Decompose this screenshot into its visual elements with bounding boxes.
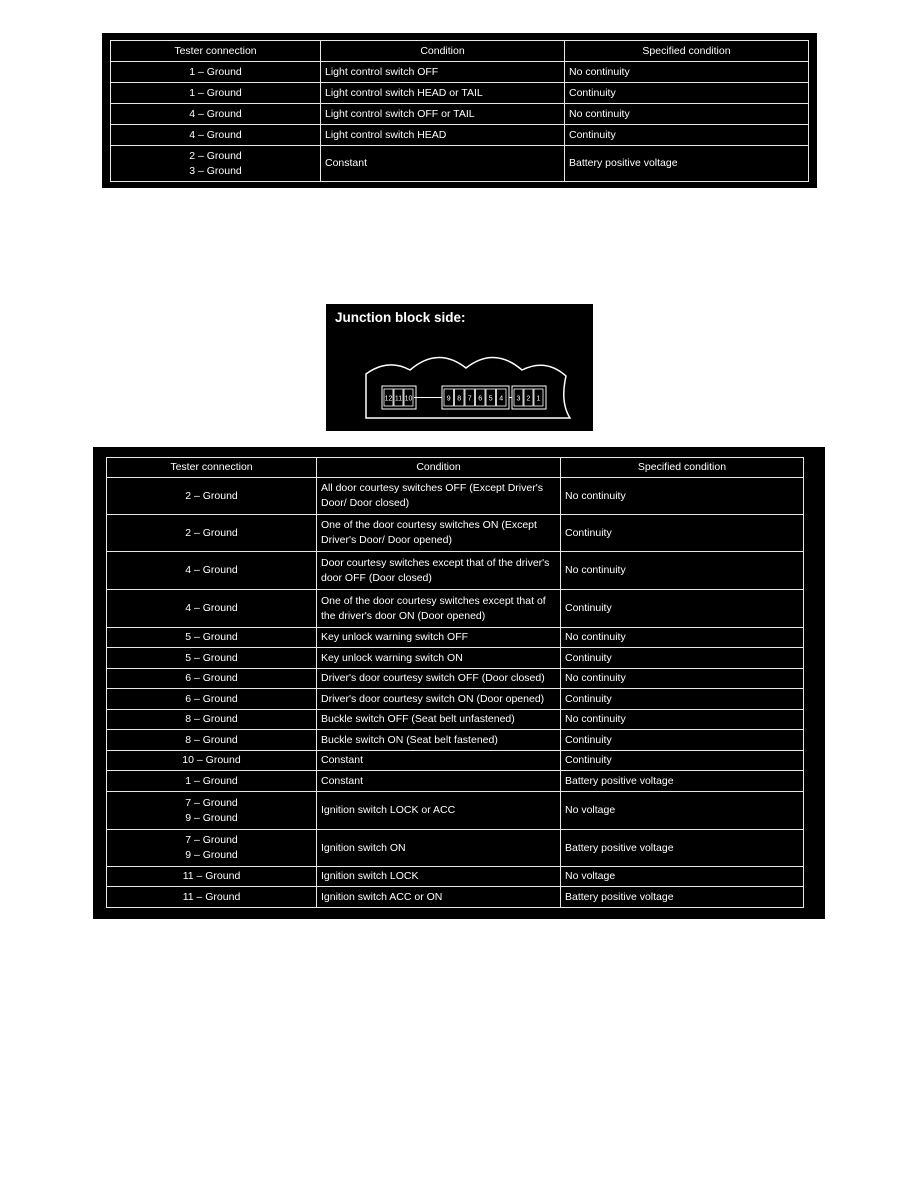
- condition-cell: Light control switch HEAD: [321, 125, 565, 146]
- connector-pin-label: 6: [478, 395, 483, 403]
- junction-block-connector-diagram: [326, 304, 593, 431]
- condition-cell: Key unlock warning switch ON: [317, 648, 561, 669]
- specified-condition-cell: Continuity: [561, 515, 804, 552]
- tester-connection-cell: [111, 83, 321, 104]
- connector-pin-label: 11: [394, 395, 403, 403]
- connector-pin-label: 8: [457, 395, 462, 403]
- specified-condition-cell: Battery positive voltage: [561, 771, 804, 792]
- tester-connection-text: 7 – Ground: [185, 796, 238, 809]
- tester-connection-text: 6 – Ground: [185, 672, 238, 684]
- condition-cell: Constant: [317, 751, 561, 771]
- table-row: [111, 125, 809, 146]
- tester-connection-text: 4 – Ground: [189, 107, 242, 120]
- condition-cell: Buckle switch ON (Seat belt fastened): [317, 730, 561, 751]
- tester-connection-text: 9 – Ground: [185, 849, 238, 861]
- connector-pin-label: 5: [488, 395, 493, 403]
- tester-connection-cell: [107, 751, 317, 771]
- specified-condition-cell: Battery positive voltage: [565, 146, 809, 182]
- condition-cell: Driver's door courtesy switch OFF (Door closed): [317, 669, 561, 689]
- tester-connection-cell: [107, 867, 317, 887]
- specified-condition-cell: No continuity: [561, 628, 804, 648]
- condition-cell: Ignition switch LOCK or ACC: [317, 792, 561, 830]
- specified-condition-cell: Continuity: [565, 83, 809, 104]
- condition-cell: Light control switch HEAD or TAIL: [321, 83, 565, 104]
- tester-connection-text: 11 – Ground: [182, 870, 241, 882]
- tester-connection-text: 10 – Ground: [182, 754, 241, 766]
- table-row: [107, 710, 804, 730]
- specified-condition-cell: Continuity: [561, 730, 804, 751]
- table-header-row: [107, 458, 804, 478]
- table-header-row: [111, 41, 809, 62]
- specified-condition-cell: Battery positive voltage: [561, 887, 804, 908]
- table-row: [111, 83, 809, 104]
- junction-block-title: Junction block side:: [335, 310, 466, 325]
- specified-condition-cell: No voltage: [561, 792, 804, 830]
- connector-pin-label: 10: [404, 395, 413, 403]
- tester-connection-cell: [107, 792, 317, 830]
- condition-cell: One of the door courtesy switches ON (Except Driver's Door/ Door opened): [317, 515, 561, 552]
- specified-condition-cell: No continuity: [561, 552, 804, 590]
- tester-connection-text: 2 – Ground: [189, 149, 242, 162]
- tester-connection-text: 3 – Ground: [189, 164, 242, 177]
- tester-connection-cell: [111, 62, 321, 83]
- table-row: [107, 830, 804, 867]
- tester-connection-text: 8 – Ground: [185, 713, 238, 725]
- connector-pin-label: 7: [467, 395, 472, 403]
- tester-connection-text: 1 – Ground: [189, 65, 242, 78]
- specified-condition-cell: No voltage: [561, 867, 804, 887]
- condition-cell: Buckle switch OFF (Seat belt unfastened): [317, 710, 561, 730]
- table-row: [111, 62, 809, 83]
- light-switch-inspection-table: [110, 40, 809, 182]
- tester-connection-text: 1 – Ground: [185, 774, 238, 787]
- table-row: [107, 887, 804, 908]
- connector-pins: [382, 386, 546, 409]
- tester-connection-cell: [111, 104, 321, 125]
- table-row: [107, 628, 804, 648]
- condition-cell: One of the door courtesy switches except that of the driver's door ON (Door opened): [317, 590, 561, 628]
- tester-connection-text: 2 – Ground: [185, 526, 238, 539]
- tester-connection-text: 4 – Ground: [185, 602, 238, 614]
- tester-connection-cell: [107, 648, 317, 669]
- tester-connection-cell: [107, 689, 317, 710]
- connector-pin-label: 12: [384, 395, 393, 403]
- tester-connection-cell: [111, 125, 321, 146]
- table-row: [107, 689, 804, 710]
- tester-connection-text: 1 – Ground: [189, 86, 242, 99]
- condition-cell: Constant: [317, 771, 561, 792]
- tester-connection-cell: [111, 146, 321, 182]
- tester-connection-text: 11 – Ground: [182, 890, 241, 903]
- table-row: [107, 590, 804, 628]
- header-tester-connection: Tester connection: [111, 41, 321, 62]
- specified-condition-cell: No continuity: [561, 669, 804, 689]
- condition-cell: Ignition switch ACC or ON: [317, 887, 561, 908]
- tester-connection-cell: [107, 771, 317, 792]
- condition-cell: All door courtesy switches OFF (Except Driver's Door/ Door closed): [317, 478, 561, 515]
- tester-connection-cell: [107, 628, 317, 648]
- tester-connection-text: 9 – Ground: [185, 811, 238, 824]
- condition-cell: Constant: [321, 146, 565, 182]
- table1-panel: [102, 33, 817, 188]
- tester-connection-text: 7 – Ground: [185, 834, 238, 846]
- connector-pin-label: 3: [516, 395, 521, 403]
- tester-connection-cell: [107, 830, 317, 867]
- tester-connection-text: 5 – Ground: [185, 631, 238, 643]
- table-row: [107, 648, 804, 669]
- condition-cell: Ignition switch LOCK: [317, 867, 561, 887]
- connector-pin-label: 4: [499, 395, 504, 403]
- condition-cell: Ignition switch ON: [317, 830, 561, 867]
- connector-pin-label: 1: [536, 395, 541, 403]
- tester-connection-cell: [107, 730, 317, 751]
- specified-condition-cell: Continuity: [565, 125, 809, 146]
- condition-cell: Light control switch OFF or TAIL: [321, 104, 565, 125]
- table-row: [111, 104, 809, 125]
- specified-condition-cell: Continuity: [561, 648, 804, 669]
- tester-connection-cell: [107, 552, 317, 590]
- specified-condition-cell: No continuity: [565, 62, 809, 83]
- table-row: [107, 478, 804, 515]
- condition-cell: Light control switch OFF: [321, 62, 565, 83]
- specified-condition-cell: Continuity: [561, 751, 804, 771]
- connector-pin-label: 2: [526, 395, 531, 403]
- specified-condition-cell: Battery positive voltage: [561, 830, 804, 867]
- header-condition: Condition: [321, 41, 565, 62]
- tester-connection-text: 5 – Ground: [185, 651, 238, 664]
- header-tester-connection: Tester connection: [107, 458, 317, 478]
- table-row: [107, 771, 804, 792]
- table-row: [107, 669, 804, 689]
- specified-condition-cell: Continuity: [561, 689, 804, 710]
- tester-connection-cell: [107, 669, 317, 689]
- tester-connection-cell: [107, 590, 317, 628]
- table-row: [111, 146, 809, 182]
- table-row: [107, 751, 804, 771]
- header-condition: Condition: [317, 458, 561, 478]
- table-row: [107, 515, 804, 552]
- specified-condition-cell: No continuity: [561, 478, 804, 515]
- tester-connection-cell: [107, 478, 317, 515]
- table2-panel: [93, 447, 825, 919]
- junction-block-panel: [326, 304, 593, 431]
- warning-switch-inspection-table: [106, 457, 804, 908]
- tester-connection-text: 4 – Ground: [185, 564, 238, 576]
- connector-pin-label: 9: [446, 395, 451, 403]
- table-row: [107, 730, 804, 751]
- tester-connection-text: 6 – Ground: [185, 692, 238, 705]
- condition-cell: Driver's door courtesy switch ON (Door opened): [317, 689, 561, 710]
- table-row: [107, 552, 804, 590]
- condition-cell: Key unlock warning switch OFF: [317, 628, 561, 648]
- header-specified-condition: Specified condition: [561, 458, 804, 478]
- specified-condition-cell: No continuity: [561, 710, 804, 730]
- tester-connection-text: 4 – Ground: [189, 128, 242, 141]
- condition-cell: Door courtesy switches except that of the driver's door OFF (Door closed): [317, 552, 561, 590]
- table-row: [107, 792, 804, 830]
- tester-connection-cell: [107, 515, 317, 552]
- specified-condition-cell: No continuity: [565, 104, 809, 125]
- tester-connection-text: 8 – Ground: [185, 733, 238, 746]
- tester-connection-cell: [107, 710, 317, 730]
- header-specified-condition: Specified condition: [565, 41, 809, 62]
- specified-condition-cell: Continuity: [561, 590, 804, 628]
- tester-connection-text: 2 – Ground: [185, 489, 238, 502]
- tester-connection-cell: [107, 887, 317, 908]
- table-row: [107, 867, 804, 887]
